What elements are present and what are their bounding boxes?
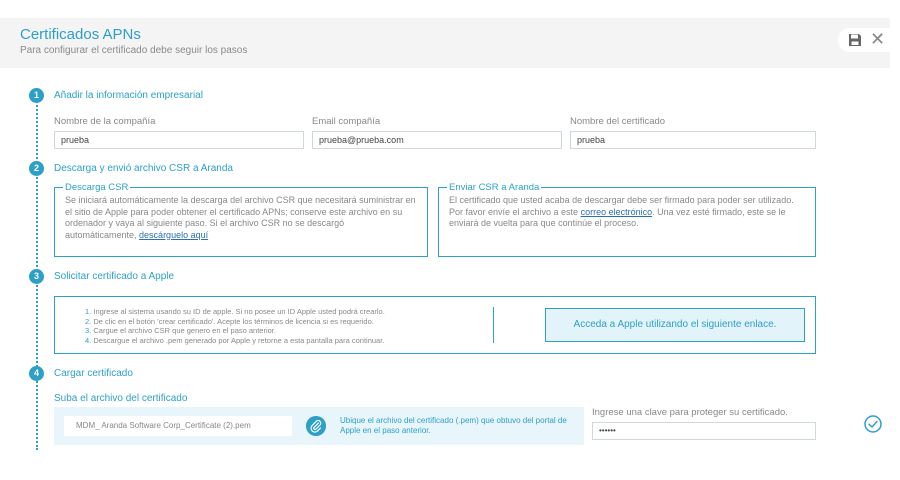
apple-request-box <box>54 296 816 354</box>
apple-instructions <box>85 307 385 345</box>
header-actions <box>838 28 890 52</box>
upload-area[interactable] <box>54 407 584 445</box>
company-name-input[interactable]: prueba <box>54 131 304 149</box>
instruction-number: 1. <box>85 307 92 316</box>
step-1-title: Añadir la información empresarial <box>54 90 203 101</box>
password-label: Ingrese una clave para proteger su certificado. <box>592 407 788 418</box>
apple-access-button[interactable]: Acceda a Apple utilizando el siguiente enlace. <box>545 308 805 342</box>
page-title: Certificados APNs <box>20 26 141 43</box>
instruction-text: De clic en el botón 'crear certificado'. Acepte los términos de licencia si es requerido. <box>93 316 374 326</box>
upload-help-text: Ubique el archivo del certificado (.pem) que obtuvo del portal de Apple en el paso anterior. <box>340 416 567 435</box>
apple-instruction-item <box>85 336 385 346</box>
apple-instruction-item <box>85 326 385 336</box>
upload-label: Suba el archivo del certificado <box>54 393 188 404</box>
send-csr-text-3: . Una vez esté firmado, este se le enviará de vuelta para que continúe el proceso. <box>449 206 786 228</box>
step-3-badge: 3 <box>29 269 44 284</box>
instruction-number: 4. <box>85 335 92 345</box>
download-csr-box <box>54 182 428 257</box>
close-icon[interactable]: ✕ <box>870 29 886 49</box>
send-csr-text-2: Por favor envíe el archivo a este <box>449 206 581 217</box>
download-csr-description: Se iniciará automáticamente la descarga del archivo CSR que necesitará suministrar en el sitio de Apple para poder obtener el certificado APNs; conserve este archivo en su ordenador y vaya al siguiente paso. Si el archivo CSR no se descargó automáticamente, <box>65 195 416 240</box>
company-email-input[interactable]: prueba@prueba.com <box>312 131 562 149</box>
apple-instruction-item <box>85 317 385 327</box>
password-input[interactable]: •••••• <box>592 422 816 440</box>
step-4-badge: 4 <box>29 366 44 381</box>
apple-instruction-item <box>85 307 385 317</box>
cert-name-input[interactable]: prueba <box>570 131 816 149</box>
instruction-number: 3. <box>85 326 92 335</box>
step-2-title: Descarga y envió archivo CSR a Aranda <box>54 163 233 174</box>
apple-divider <box>493 307 494 343</box>
download-csr-link[interactable]: descárguelo aquí <box>139 229 209 240</box>
step-3-title: Solicitar certificado a Apple <box>54 271 175 282</box>
instruction-text: Descargue el archivo .pem generado por Apple y retorne a esta pantalla para continuar. <box>93 335 385 345</box>
instruction-text: Cargue el archivo CSR que genero en el paso anterior. <box>93 326 276 335</box>
company-email-label: Email compañía <box>312 116 381 127</box>
cert-name-label: Nombre del certificado <box>570 116 666 127</box>
send-csr-box <box>438 182 816 257</box>
step-1-badge: 1 <box>29 88 44 103</box>
save-icon[interactable] <box>848 33 862 47</box>
send-csr-legend: Enviar CSR a Aranda <box>449 182 540 193</box>
step-4-title: Cargar certificado <box>54 368 133 379</box>
download-csr-legend: Descarga CSR <box>65 182 129 193</box>
page-subtitle: Para configurar el certificado debe seguir los pasos <box>20 45 248 56</box>
instruction-number: 2. <box>85 316 92 326</box>
modal-header <box>0 18 890 68</box>
send-csr-text-1: El certificado que usted acaba de descargar debe ser firmado para poder ser utilizado. <box>449 195 794 205</box>
download-csr-text <box>55 193 427 241</box>
uploaded-file-name: MDM_ Aranda Software Corp_Certificate (2).pem <box>64 416 292 436</box>
company-name-label: Nombre de la compañía <box>54 116 156 127</box>
send-csr-text <box>439 193 815 230</box>
instruction-text: Ingrese al sistema usando su ID de apple. Si no posee un ID Apple usted podrá crearlo. <box>93 307 385 316</box>
paperclip-icon[interactable] <box>306 416 326 436</box>
send-csr-email-link[interactable]: correo electrónico <box>580 206 653 217</box>
step-2-badge: 2 <box>29 161 44 176</box>
check-circle-icon <box>864 415 882 433</box>
